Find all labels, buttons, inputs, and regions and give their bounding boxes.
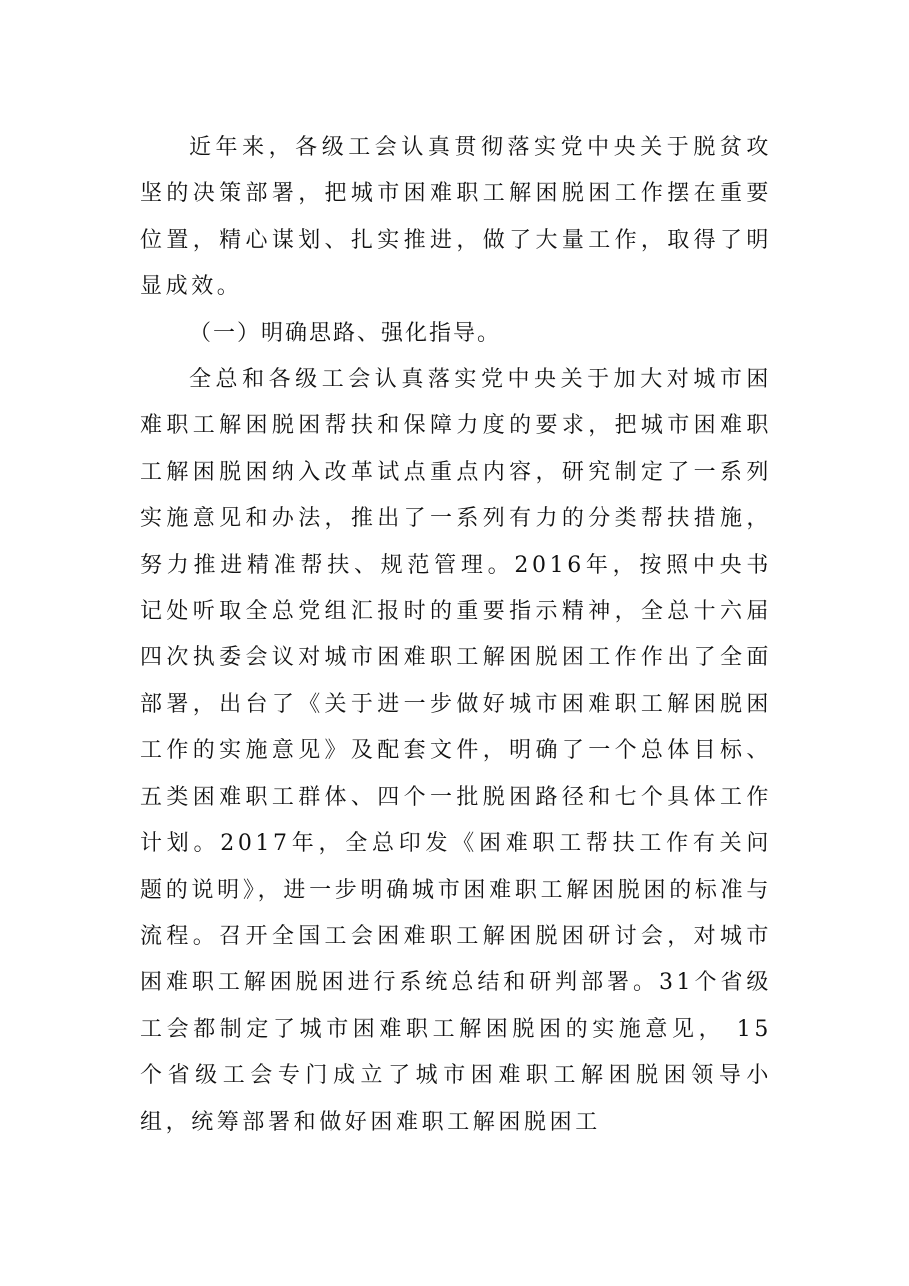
paragraph-intro: 近年来，各级工会认真贯彻落实党中央关于脱贫攻坚的决策部署，把城市困难职工解困脱困工作摆在重要位置，精心谋划、扎实推进，做了大量工作，取得了明显成效。 [140, 135, 772, 300]
section-heading: （一）明确思路、强化指导。 [189, 320, 502, 346]
paragraph-body: 全总和各级工会认真落实党中央关于加大对城市困难职工解困脱困帮扶和保障力度的要求，把城市困难职工解困脱困纳入改革试点重点内容，研究制定了一系列实施意见和办法，推出了一系列有力的分类帮扶措施，努力推进精准帮扶、规范管理。2016年，按照中央书记处听取全总党组汇报时的重要指示精神，全总十六届四次执委会议对城市困难职工解困脱困工作作出了全面部署，出台了《关于进一步做好城市困难职工解困脱困工作的实施意见》及配套文件，明确了一个总体目标、五类困难职工群体、四个一批脱困路径和七个具体工作计划。2017年，全总印发《困难职工帮扶工作有关问题的说明》，进一步明确城市困难职工解困脱困的标准与流程。召开全国工会困难职工解困脱困研讨会，对城市困难职工解困脱困进行系统总结和研判部署。31个省级工会都制定了城市困难职工解困脱困的实施意见， 15个省级工会专门成立了城市困难职工解困脱困领导小组，统筹部署和做好困难职工解困脱困工 [140, 367, 772, 1135]
document-body [140, 125, 772, 1146]
